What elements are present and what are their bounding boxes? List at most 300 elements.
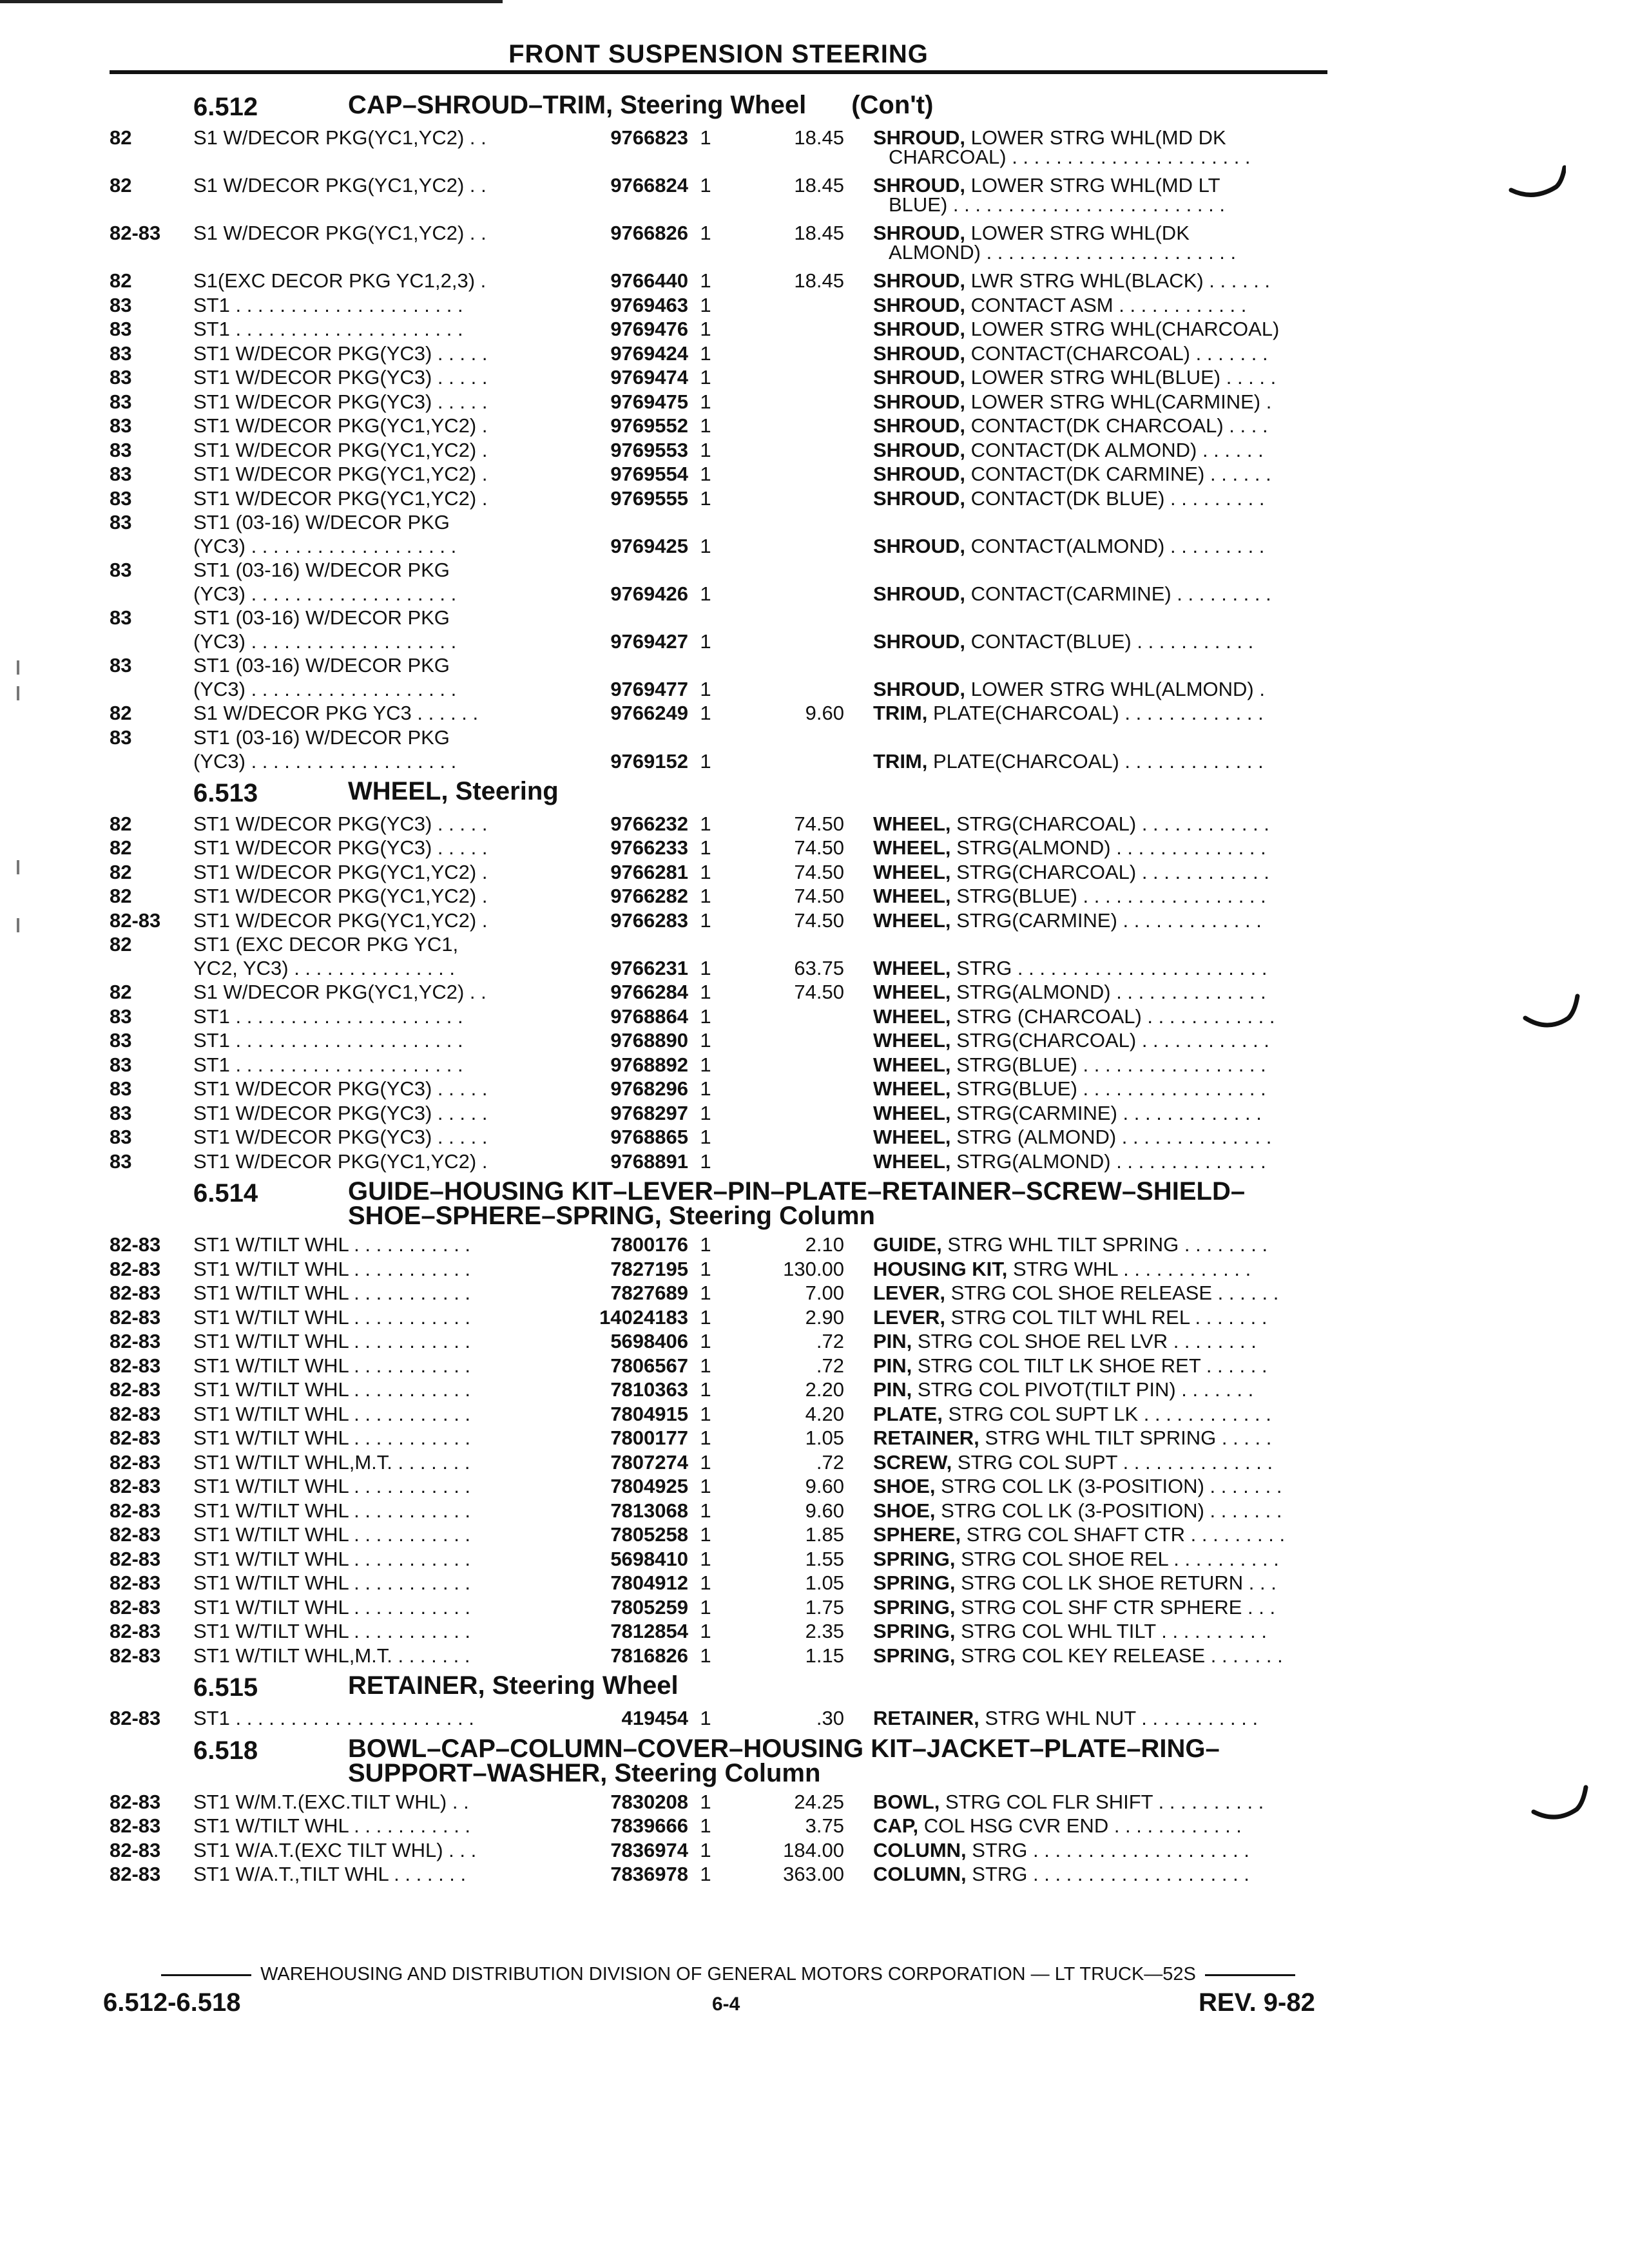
part-name-detail: STRG . . . . . . . . . . . . . . . . . . . . <box>972 1863 1249 1885</box>
section-heading <box>0 776 1629 812</box>
list-price: .30 <box>816 1707 844 1729</box>
part-number: 9766823 <box>610 126 688 149</box>
part-name-noun: SPHERE, <box>873 1523 961 1546</box>
part-name <box>873 1644 1337 1667</box>
quantity: 1 <box>700 341 711 365</box>
footer-section-range: 6.512-6.518 <box>103 1988 241 2017</box>
usage-description: ST1 W/TILT WHL . . . . . . . . . . . <box>193 1354 471 1377</box>
part-number: 9768864 <box>610 1004 688 1028</box>
list-price: 74.50 <box>794 812 844 835</box>
part-number: 7805258 <box>610 1523 688 1546</box>
usage-description: ST1 W/A.T.(EXC TILT WHL) . . . <box>193 1838 477 1861</box>
part-name-detail: STRG (ALMOND) . . . . . . . . . . . . . . <box>956 1126 1272 1148</box>
part-name-noun: SPRING, <box>873 1644 956 1667</box>
part-name-noun: WHEEL, <box>873 1149 951 1173</box>
parts-row <box>0 414 1629 439</box>
list-price: 1.75 <box>805 1595 844 1619</box>
usage-description: ST1 W/TILT WHL . . . . . . . . . . . <box>193 1427 471 1449</box>
model-year: 82-83 <box>110 1571 161 1594</box>
list-price: 24.25 <box>794 1790 844 1813</box>
part-name <box>873 702 1337 725</box>
part-name-noun: WHEEL, <box>873 1004 951 1028</box>
part-name-noun: WHEEL, <box>873 1101 951 1124</box>
quantity: 1 <box>700 1233 711 1256</box>
model-year: 83 <box>110 463 132 485</box>
model-year: 83 <box>110 1149 132 1173</box>
section-title-text: WHEEL, Steering <box>348 776 559 805</box>
part-number: 9766231 <box>610 957 688 979</box>
usage-description: ST1 W/DECOR PKG(YC1,YC2) . <box>193 414 488 437</box>
model-year: 82-83 <box>110 1523 161 1546</box>
model-year: 82-83 <box>110 1282 161 1304</box>
parts-row <box>0 654 1629 702</box>
parts-row <box>0 1029 1629 1053</box>
part-name <box>873 630 1337 653</box>
part-name-noun: SPRING, <box>873 1571 956 1594</box>
list-price: 363.00 <box>783 1863 844 1885</box>
margin-tick <box>17 660 19 675</box>
section-number: 6.518 <box>193 1736 258 1765</box>
parts-row <box>0 1282 1629 1306</box>
quantity: 1 <box>700 1595 711 1619</box>
section <box>0 1734 1629 1887</box>
quantity: 1 <box>700 1053 711 1076</box>
quantity: 1 <box>700 1402 711 1425</box>
part-number: 7827689 <box>610 1282 688 1304</box>
parts-row <box>0 1354 1629 1379</box>
part-number: 7816826 <box>610 1644 688 1667</box>
usage-description: ST1 W/DECOR PKG(YC1,YC2) . <box>193 486 488 510</box>
model-year: 83 <box>110 1077 132 1100</box>
quantity: 1 <box>700 702 711 724</box>
list-price: .72 <box>816 1450 844 1474</box>
part-name <box>873 861 1337 884</box>
section-title-text: CAP–SHROUD–TRIM, Steering Wheel <box>348 91 807 119</box>
list-price: 3.75 <box>805 1814 844 1837</box>
part-number: 9768891 <box>610 1149 688 1173</box>
part-number: 9768892 <box>610 1053 688 1076</box>
usage-description: ST1 W/DECOR PKG(YC1,YC2) . <box>193 860 488 883</box>
parts-row <box>0 1839 1629 1863</box>
part-name-detail: STRG WHL . . . . . . . . . . . . <box>1013 1257 1251 1280</box>
parts-row <box>0 126 1629 174</box>
parts-row <box>0 511 1629 559</box>
quantity: 1 <box>700 174 711 197</box>
parts-row <box>0 174 1629 222</box>
list-price: 2.35 <box>805 1620 844 1642</box>
part-name-detail: STRG COL PIVOT(TILT PIN) . . . . . . . <box>917 1378 1254 1401</box>
usage-description: S1 W/DECOR PKG(YC1,YC2) . . <box>193 981 487 1003</box>
part-name-noun: SHROUD, <box>873 269 965 292</box>
part-name-detail: CONTACT(DK ALMOND) . . . . . . <box>970 438 1264 461</box>
part-number: 9766440 <box>610 269 688 292</box>
usage-description: ST1 W/DECOR PKG(YC3) . . . . . <box>193 1077 488 1100</box>
part-name <box>873 1029 1337 1052</box>
usage-description: ST1 W/DECOR PKG(YC3) . . . . . <box>193 366 488 389</box>
part-number: 9769426 <box>610 582 688 605</box>
footer-rule-left <box>161 1974 251 1976</box>
part-name <box>873 909 1337 932</box>
model-year: 82-83 <box>110 1707 161 1729</box>
section-number: 6.514 <box>193 1179 258 1207</box>
handwritten-check-mark <box>1530 1783 1588 1829</box>
model-year: 83 <box>110 438 132 461</box>
part-name-noun: PIN, <box>873 1354 912 1377</box>
part-number: 9769552 <box>610 414 688 437</box>
part-name-noun: SHROUD, <box>873 414 965 437</box>
part-name-noun: WHEEL, <box>873 957 951 979</box>
quantity: 1 <box>700 1427 711 1449</box>
part-name <box>873 1306 1337 1329</box>
part-number: 7806567 <box>610 1354 688 1377</box>
usage-description: ST1 W/TILT WHL,M.T. . . . . . . . <box>193 1450 470 1474</box>
part-number: 9769477 <box>610 678 688 700</box>
part-name <box>873 294 1337 317</box>
part-name <box>873 342 1337 365</box>
part-name-detail: STRG(ALMOND) . . . . . . . . . . . . . . <box>956 1149 1266 1173</box>
parts-row <box>0 861 1629 885</box>
part-number: 7810363 <box>610 1378 688 1401</box>
part-name-noun: WHEEL, <box>873 1053 951 1076</box>
parts-row <box>0 1403 1629 1427</box>
quantity: 1 <box>700 463 711 485</box>
part-name <box>873 1839 1337 1862</box>
part-name-noun: SHROUD, <box>873 438 965 461</box>
part-name-detail: STRG . . . . . . . . . . . . . . . . . . . . . . . <box>956 957 1268 979</box>
model-year: 82-83 <box>110 1427 161 1449</box>
part-name-detail: STRG COL SHOE RELEASE . . . . . . <box>950 1282 1279 1304</box>
handwritten-check-mark <box>1508 161 1566 206</box>
parts-row <box>0 1126 1629 1150</box>
quantity: 1 <box>700 1378 711 1401</box>
usage-description: ST1 W/DECOR PKG(YC3) . . . . . <box>193 341 488 365</box>
parts-row <box>0 318 1629 342</box>
part-name-detail: STRG(ALMOND) . . . . . . . . . . . . . . <box>956 981 1266 1003</box>
part-name-noun: SHROUD, <box>873 126 965 149</box>
quantity: 1 <box>700 1475 711 1497</box>
part-name-detail: STRG COL SUPT LK . . . . . . . . . . . . <box>948 1402 1271 1425</box>
part-name <box>873 812 1337 836</box>
part-name-detail: STRG WHL NUT . . . . . . . . . . . <box>985 1707 1258 1729</box>
part-name <box>873 1077 1337 1100</box>
list-price: 2.10 <box>805 1233 844 1256</box>
part-name-detail: STRG COL LK (3-POSITION) . . . . . . . <box>941 1499 1282 1522</box>
list-price: 4.20 <box>805 1402 844 1425</box>
model-year: 83 <box>110 726 132 749</box>
parts-row <box>0 269 1629 294</box>
part-name-noun: SHOE, <box>873 1499 936 1522</box>
part-name <box>873 1499 1337 1523</box>
quantity: 1 <box>700 1644 711 1667</box>
quantity: 1 <box>700 438 711 461</box>
parts-row <box>0 1707 1629 1731</box>
part-name-noun: SHROUD, <box>873 582 965 605</box>
part-name-noun: RETAINER, <box>873 1427 979 1449</box>
part-name-noun: COLUMN, <box>873 1838 967 1861</box>
part-number: 419454 <box>621 1707 688 1729</box>
model-year: 82-83 <box>110 908 161 932</box>
usage-description: ST1 W/TILT WHL . . . . . . . . . . . <box>193 1282 471 1304</box>
part-name-detail: CONTACT(DK CARMINE) . . . . . . <box>970 463 1271 485</box>
parts-row <box>0 726 1629 774</box>
model-year: 82 <box>110 702 132 724</box>
part-number: 9766232 <box>610 812 688 835</box>
list-price: 130.00 <box>783 1257 844 1280</box>
model-year: 82 <box>110 885 132 907</box>
usage-description: S1 W/DECOR PKG(YC1,YC2) . . <box>193 126 487 149</box>
part-number: 9769424 <box>610 341 688 365</box>
part-name <box>873 1523 1337 1546</box>
list-price: 74.50 <box>794 860 844 883</box>
part-name-detail: STRG(BLUE) . . . . . . . . . . . . . . . . . <box>956 885 1266 907</box>
part-name-noun: CAP, <box>873 1814 919 1837</box>
section-heading <box>0 1177 1629 1233</box>
model-year: 82 <box>110 174 132 197</box>
quantity: 1 <box>700 749 711 773</box>
part-number: 9769425 <box>610 535 688 557</box>
part-name-detail: CONTACT(DK BLUE) . . . . . . . . . <box>970 486 1265 510</box>
list-price: 1.15 <box>805 1644 844 1667</box>
usage-description: ST1 W/TILT WHL . . . . . . . . . . . <box>193 1523 471 1546</box>
usage-description: S1 W/DECOR PKG(YC1,YC2) . . <box>193 174 487 197</box>
part-name-noun: SHROUD, <box>873 630 965 653</box>
model-year: 83 <box>110 1029 132 1052</box>
part-number: 14024183 <box>599 1305 688 1329</box>
part-name-detail: STRG COL LK SHOE RETURN . . . <box>961 1571 1277 1594</box>
section-number: 6.515 <box>193 1673 258 1702</box>
part-number: 7804915 <box>610 1402 688 1425</box>
quantity: 1 <box>700 885 711 907</box>
part-name-detail: LOWER STRG WHL(MD DK <box>970 126 1226 149</box>
quantity: 1 <box>700 630 711 653</box>
model-year: 82 <box>110 269 132 292</box>
part-name-detail: STRG(CHARCOAL) . . . . . . . . . . . . <box>956 860 1269 883</box>
list-price: 9.60 <box>805 1499 844 1522</box>
section-title <box>348 1179 1327 1228</box>
part-name-noun: TRIM, <box>873 749 928 773</box>
quantity: 1 <box>700 1282 711 1304</box>
section <box>0 1177 1629 1668</box>
list-price: 74.50 <box>794 908 844 932</box>
quantity: 1 <box>700 1330 711 1352</box>
part-name-noun: WHEEL, <box>873 908 951 932</box>
usage-description: ST1 W/TILT WHL . . . . . . . . . . . <box>193 1305 471 1329</box>
parts-row <box>0 487 1629 512</box>
parts-row <box>0 390 1629 415</box>
part-name <box>873 1814 1337 1838</box>
part-name <box>873 678 1337 701</box>
part-name <box>873 1620 1337 1643</box>
model-year: 83 <box>110 318 132 340</box>
parts-row <box>0 463 1629 487</box>
parts-row <box>0 1548 1629 1572</box>
parts-row <box>0 1005 1629 1030</box>
list-price: 63.75 <box>794 957 844 979</box>
part-name-detail: STRG COL TILT LK SHOE RET . . . . . . <box>917 1354 1268 1377</box>
model-year: 82-83 <box>110 1475 161 1497</box>
model-year: 82-83 <box>110 1547 161 1570</box>
model-year: 82-83 <box>110 222 161 244</box>
part-name-noun: SPRING, <box>873 1595 956 1619</box>
list-price: 7.00 <box>805 1282 844 1304</box>
part-name-noun: WHEEL, <box>873 836 951 859</box>
part-name <box>873 981 1337 1004</box>
list-price: 184.00 <box>783 1838 844 1861</box>
parts-row <box>0 1258 1629 1282</box>
part-name-noun: RETAINER, <box>873 1707 979 1729</box>
footer-page-number: 6-4 <box>712 1994 740 2015</box>
usage-description: S1 W/DECOR PKG YC3 . . . . . . <box>193 702 479 724</box>
parts-row <box>0 294 1629 318</box>
part-name-detail: STRG(CARMINE) . . . . . . . . . . . . . <box>956 908 1262 932</box>
usage-description: ST1 W/TILT WHL . . . . . . . . . . . <box>193 1378 471 1401</box>
part-name-detail: LOWER STRG WHL(ALMOND) . <box>970 678 1265 700</box>
part-number: 9769152 <box>610 749 688 773</box>
parts-row <box>0 559 1629 606</box>
part-number: 9768865 <box>610 1126 688 1148</box>
model-year: 83 <box>110 606 132 629</box>
section <box>0 90 1629 774</box>
usage-description: ST1 (03-16) W/DECOR PKG <box>193 511 450 533</box>
model-year: 82 <box>110 836 132 859</box>
part-number: 7800176 <box>610 1233 688 1256</box>
parts-row <box>0 342 1629 367</box>
usage-description: ST1 W/DECOR PKG(YC1,YC2) . <box>193 463 488 485</box>
quantity: 1 <box>700 908 711 932</box>
part-name-detail: CONTACT ASM . . . . . . . . . . . . <box>970 293 1247 316</box>
part-name <box>873 366 1337 389</box>
part-name <box>873 1596 1337 1619</box>
part-name-noun: WHEEL, <box>873 1126 951 1148</box>
parts-row <box>0 885 1629 909</box>
quantity: 1 <box>700 269 711 292</box>
usage-description: ST1 W/TILT WHL . . . . . . . . . . . <box>193 1402 471 1425</box>
parts-row <box>0 1475 1629 1499</box>
model-year: 83 <box>110 1053 132 1076</box>
parts-row <box>0 1571 1629 1596</box>
quantity: 1 <box>700 981 711 1003</box>
part-name-detail: STRG COL SHAFT CTR . . . . . . . . . <box>966 1523 1286 1546</box>
parts-row <box>0 222 1629 269</box>
part-name-detail: STRG COL SHOE REL LVR . . . . . . . . <box>917 1330 1257 1352</box>
model-year: 83 <box>110 654 132 677</box>
part-name <box>873 1053 1337 1077</box>
usage-description: ST1 (03-16) W/DECOR PKG <box>193 606 450 629</box>
model-year: 82 <box>110 126 132 149</box>
list-price: 18.45 <box>794 222 844 244</box>
list-price: .72 <box>816 1354 844 1377</box>
list-price: 18.45 <box>794 126 844 149</box>
model-year: 83 <box>110 414 132 437</box>
part-name-detail: STRG WHL TILT SPRING . . . . . . . . <box>947 1233 1268 1256</box>
parts-row <box>0 812 1629 837</box>
quantity: 1 <box>700 126 711 149</box>
footer-division-line <box>110 1964 1347 1990</box>
section-title-text: GUIDE–HOUSING KIT–LEVER–PIN–PLATE–RETAINER–SCREW–SHIELD–SHOE–SPHERE–SPRING, Steering Column <box>348 1177 1246 1230</box>
usage-description-cont: (YC3) . . . . . . . . . . . . . . . . . . . <box>193 630 457 653</box>
usage-description: ST1 W/TILT WHL . . . . . . . . . . . <box>193 1257 471 1280</box>
part-name <box>873 1354 1337 1378</box>
quantity: 1 <box>700 1707 711 1729</box>
part-name-detail: CONTACT(DK CHARCOAL) . . . . <box>970 414 1268 437</box>
parts-row <box>0 1306 1629 1331</box>
part-name <box>873 1707 1337 1730</box>
parts-row <box>0 1451 1629 1475</box>
part-number: 7830208 <box>610 1790 688 1813</box>
part-name <box>873 1403 1337 1426</box>
parts-row <box>0 439 1629 463</box>
part-name <box>873 1102 1337 1125</box>
quantity: 1 <box>700 1257 711 1280</box>
usage-description: ST1 W/TILT WHL . . . . . . . . . . . <box>193 1499 471 1522</box>
quantity: 1 <box>700 390 711 413</box>
list-price: 9.60 <box>805 702 844 724</box>
section-title <box>348 93 1327 117</box>
part-name-noun: SHROUD, <box>873 463 965 485</box>
section-title-text: RETAINER, Steering Wheel <box>348 1671 679 1700</box>
part-name-noun: SCREW, <box>873 1450 952 1474</box>
model-year: 82-83 <box>110 1330 161 1352</box>
part-name <box>873 1791 1337 1814</box>
quantity: 1 <box>700 1029 711 1052</box>
section-number: 6.512 <box>193 93 258 121</box>
model-year: 82-83 <box>110 1644 161 1667</box>
parts-row <box>0 1427 1629 1451</box>
usage-description: ST1 W/TILT WHL . . . . . . . . . . . <box>193 1475 471 1497</box>
usage-description: ST1 (03-16) W/DECOR PKG <box>193 559 450 581</box>
quantity: 1 <box>700 486 711 510</box>
quantity: 1 <box>700 957 711 979</box>
part-number: 7804912 <box>610 1571 688 1594</box>
quantity: 1 <box>700 1450 711 1474</box>
part-name-cont: CHARCOAL) . . . . . . . . . . . . . . . . . . . . . . <box>889 146 1251 168</box>
parts-row <box>0 1150 1629 1175</box>
margin-tick <box>17 860 19 874</box>
part-number: 7836978 <box>610 1863 688 1885</box>
part-name-detail: LOWER STRG WHL(CARMINE) . <box>970 390 1272 413</box>
model-year: 83 <box>110 486 132 510</box>
usage-description: ST1 W/TILT WHL . . . . . . . . . . . <box>193 1620 471 1642</box>
part-name-detail: STRG(CHARCOAL) . . . . . . . . . . . . <box>956 1029 1269 1052</box>
part-number: 9766826 <box>610 222 688 244</box>
part-name-noun: HOUSING KIT, <box>873 1257 1008 1280</box>
part-number: 7800177 <box>610 1427 688 1449</box>
model-year: 83 <box>110 293 132 316</box>
part-number: 7807274 <box>610 1450 688 1474</box>
list-price: 9.60 <box>805 1475 844 1497</box>
part-number: 9769476 <box>610 318 688 340</box>
margin-tick <box>17 918 19 932</box>
list-price: .72 <box>816 1330 844 1352</box>
usage-description: ST1 W/TILT WHL . . . . . . . . . . . <box>193 1330 471 1352</box>
part-number: 9769427 <box>610 630 688 653</box>
quantity: 1 <box>700 293 711 316</box>
quantity: 1 <box>700 318 711 340</box>
part-name-noun: SHROUD, <box>873 222 965 244</box>
part-name <box>873 1475 1337 1498</box>
part-name <box>873 1005 1337 1028</box>
top-rule <box>0 0 503 3</box>
usage-description: ST1 W/TILT WHL . . . . . . . . . . . <box>193 1595 471 1619</box>
model-year: 82-83 <box>110 1814 161 1837</box>
part-name-noun: SHROUD, <box>873 486 965 510</box>
quantity: 1 <box>700 535 711 557</box>
list-price: 74.50 <box>794 836 844 859</box>
quantity: 1 <box>700 1838 711 1861</box>
usage-description: ST1 W/TILT WHL . . . . . . . . . . . <box>193 1547 471 1570</box>
model-year: 82 <box>110 933 132 956</box>
quantity: 1 <box>700 1004 711 1028</box>
